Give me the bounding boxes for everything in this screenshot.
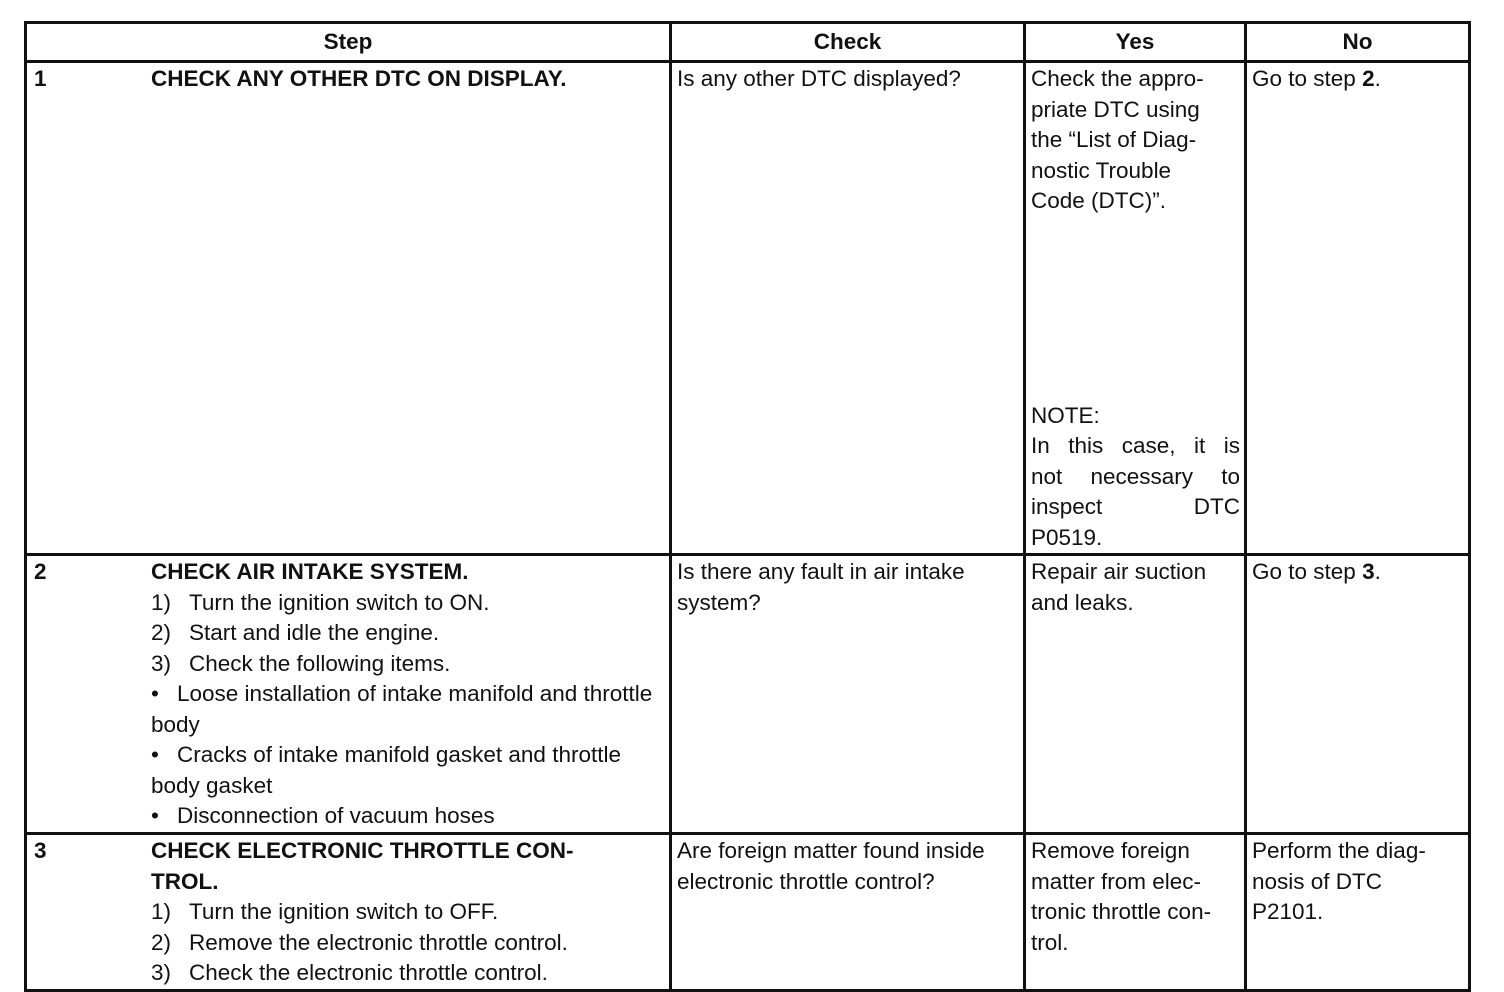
step-number: 1 bbox=[34, 66, 47, 91]
substep-number: 1) bbox=[151, 899, 172, 924]
no-line: nosis of DTC bbox=[1252, 868, 1383, 894]
step-title: TROL. bbox=[151, 868, 219, 894]
table-row bbox=[26, 834, 1470, 991]
substep-text: Check the electronic throttle control. bbox=[189, 960, 548, 985]
note-line: In this case, it is bbox=[1031, 433, 1240, 458]
table-row bbox=[26, 62, 1470, 555]
yes-line: tronic throttle con- bbox=[1031, 899, 1212, 924]
note-line: P0519. bbox=[1031, 524, 1103, 550]
substep bbox=[151, 958, 669, 989]
substep bbox=[151, 928, 669, 959]
check-cell bbox=[671, 62, 1025, 555]
check-line: Is there any fault in air intake bbox=[677, 559, 965, 584]
substep bbox=[151, 588, 669, 619]
yes-cell bbox=[1025, 834, 1246, 991]
substep-text: Turn the ignition switch to ON. bbox=[189, 589, 490, 615]
step-title: CHECK ANY OTHER DTC ON DISPLAY. bbox=[151, 66, 567, 91]
header-step: Step bbox=[26, 23, 671, 62]
step-cell bbox=[26, 834, 671, 991]
step-cell bbox=[26, 555, 671, 834]
header-no: No bbox=[1246, 23, 1470, 62]
yes-line: nostic Trouble bbox=[1031, 157, 1172, 183]
no-line: P2101. bbox=[1252, 899, 1324, 924]
header-check: Check bbox=[671, 23, 1025, 62]
yes-line: trol. bbox=[1031, 929, 1069, 955]
substep-text: Remove the electronic throttle control. bbox=[189, 929, 568, 955]
bullet-text: Loose installation of intake manifold and throttle body bbox=[151, 681, 653, 737]
no-suffix: . bbox=[1374, 559, 1381, 584]
substep-text: Check the following items. bbox=[189, 650, 451, 676]
bullet-text: Disconnection of vacuum hoses bbox=[177, 803, 495, 828]
substep bbox=[151, 618, 669, 649]
no-cell bbox=[1246, 555, 1470, 834]
no-text: Go to step bbox=[1252, 559, 1363, 584]
no-line: Perform the diag- bbox=[1252, 838, 1426, 863]
header-row bbox=[26, 23, 1470, 62]
no-step-ref: 3 bbox=[1362, 559, 1375, 584]
check-line: system? bbox=[677, 589, 761, 615]
substep-number: 3) bbox=[151, 960, 172, 985]
substep bbox=[151, 649, 669, 680]
bullet-icon: • bbox=[151, 681, 159, 706]
note-label: NOTE: bbox=[1031, 402, 1100, 428]
header-yes: Yes bbox=[1025, 23, 1246, 62]
bullet-item bbox=[151, 679, 669, 740]
no-suffix: . bbox=[1374, 66, 1381, 91]
step-title: CHECK AIR INTAKE SYSTEM. bbox=[151, 559, 469, 584]
substep-number: 1) bbox=[151, 589, 172, 615]
yes-line: the “List of Diag- bbox=[1031, 127, 1197, 152]
no-cell bbox=[1246, 834, 1470, 991]
substep-number: 2) bbox=[151, 929, 172, 955]
check-text: Is any other DTC displayed? bbox=[677, 66, 961, 91]
step-cell bbox=[26, 62, 671, 555]
yes-cell bbox=[1025, 555, 1246, 834]
bullet-item bbox=[151, 740, 669, 801]
substep-text: Start and idle the engine. bbox=[189, 620, 440, 645]
yes-line: matter from elec- bbox=[1031, 868, 1202, 894]
step-title: CHECK ELECTRONIC THROTTLE CON- bbox=[151, 838, 574, 863]
check-line: Are foreign matter found inside bbox=[677, 838, 985, 863]
yes-line: Code (DTC)”. bbox=[1031, 188, 1167, 213]
no-step-ref: 2 bbox=[1362, 66, 1375, 91]
check-line: electronic throttle control? bbox=[677, 868, 935, 894]
diagnostic-table bbox=[24, 21, 1471, 992]
substep-number: 3) bbox=[151, 650, 172, 676]
check-cell bbox=[671, 834, 1025, 991]
note-line: not necessary to bbox=[1031, 463, 1240, 489]
step-number: 3 bbox=[34, 838, 47, 863]
table-row bbox=[26, 555, 1470, 834]
bullet-icon: • bbox=[151, 742, 159, 767]
substep-text: Turn the ignition switch to OFF. bbox=[189, 899, 499, 924]
note-line: inspect DTC bbox=[1031, 494, 1240, 519]
yes-line: and leaks. bbox=[1031, 589, 1134, 615]
no-text: Go to step bbox=[1252, 66, 1363, 91]
yes-line: priate DTC using bbox=[1031, 96, 1200, 122]
check-cell bbox=[671, 555, 1025, 834]
no-cell bbox=[1246, 62, 1470, 555]
bullet-text: Cracks of intake manifold gasket and throttle body gasket bbox=[151, 742, 621, 798]
substep-number: 2) bbox=[151, 620, 172, 645]
bullet-icon: • bbox=[151, 803, 159, 828]
yes-line: Remove foreign bbox=[1031, 838, 1190, 863]
substep bbox=[151, 897, 669, 928]
bullet-item bbox=[151, 801, 669, 832]
yes-line: Repair air suction bbox=[1031, 559, 1207, 584]
step-number: 2 bbox=[34, 559, 47, 584]
yes-line: Check the appro- bbox=[1031, 66, 1204, 91]
yes-cell bbox=[1025, 62, 1246, 555]
